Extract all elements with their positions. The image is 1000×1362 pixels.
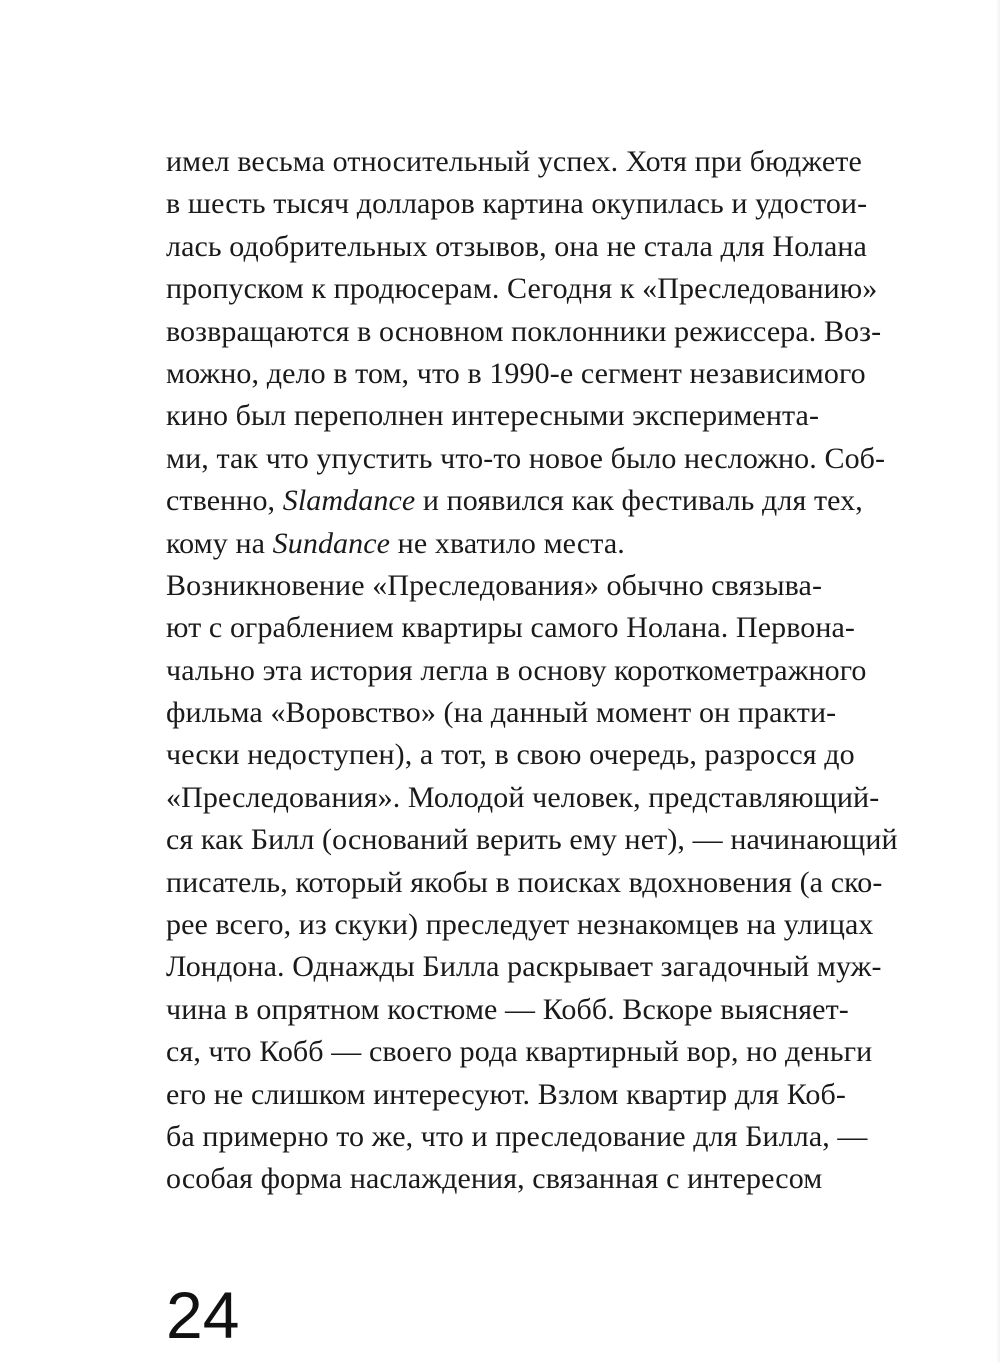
page-edge-shadow — [996, 0, 1000, 1362]
text-line: особая форма наслаждения, связанная с интересом — [166, 1162, 823, 1196]
page-number: 24 — [166, 1278, 240, 1352]
festival-name-sundance: Sundance — [272, 526, 391, 560]
text-segment: и появился как фестиваль для тех, — [415, 484, 863, 518]
body-text — [166, 141, 906, 1201]
text-line: ют с ограблением квартиры самого Нолана. Первона- — [166, 611, 856, 645]
text-line: «Преследования». Молодой человек, представляющий- — [166, 780, 880, 814]
text-line: возвращаются в основном поклонники режиссера. Воз- — [166, 314, 882, 348]
festival-name-slamdance: Slamdance — [282, 484, 416, 518]
text-line: фильма «Воровство» (на данный момент он практи- — [166, 696, 837, 730]
text-line: чально эта история легла в основу короткометражного — [166, 653, 867, 687]
text-line: ми, так что упустить что-то новое было несложно. Соб- — [166, 441, 886, 475]
text-line: имел весьма относительный успех. Хотя при бюджете — [166, 145, 862, 178]
text-line: рее всего, из скуки) преследует незнакомцев на улицах — [166, 908, 874, 942]
text-line: ся как Билл (оснований верить ему нет), — начинающий — [166, 823, 898, 857]
text-line: лась одобрительных отзывов, она не стала для Нолана — [166, 229, 867, 263]
text-line: Лондона. Однажды Билла раскрывает загадочный муж- — [166, 950, 882, 984]
text-line: в шесть тысяч долларов картина окупилась и удостои- — [166, 187, 868, 221]
text-line: его не слишком интересуют. Взлом квартир для Коб- — [166, 1077, 846, 1111]
text-line: пропуском к продюсерам. Сегодня к «Преследованию» — [166, 272, 878, 306]
text-line: можно, дело в том, что в 1990-е сегмент независимого — [166, 356, 866, 390]
text-line — [166, 523, 906, 565]
text-segment: не хватило места. — [390, 526, 625, 560]
text-line — [166, 480, 906, 522]
text-line: чески недоступен), а тот, в свою очередь, разросся до — [166, 738, 855, 772]
text-segment: кому на — [166, 526, 273, 560]
text-segment: ственно, — [166, 484, 283, 518]
text-line: Возникновение «Преследования» обычно связыва- — [166, 568, 823, 602]
text-line: писатель, который якобы в поисках вдохновения (а ско- — [166, 865, 883, 899]
text-line: ся, что Кобб — своего рода квартирный вор, но деньги — [166, 1035, 873, 1069]
text-line: кино был переполнен интересными эксперимента- — [166, 399, 820, 433]
text-line: ба примерно то же, что и преследование для Билла, — — [166, 1119, 868, 1153]
text-line: чина в опрятном костюме — Кобб. Вскоре выясняет- — [166, 992, 849, 1026]
